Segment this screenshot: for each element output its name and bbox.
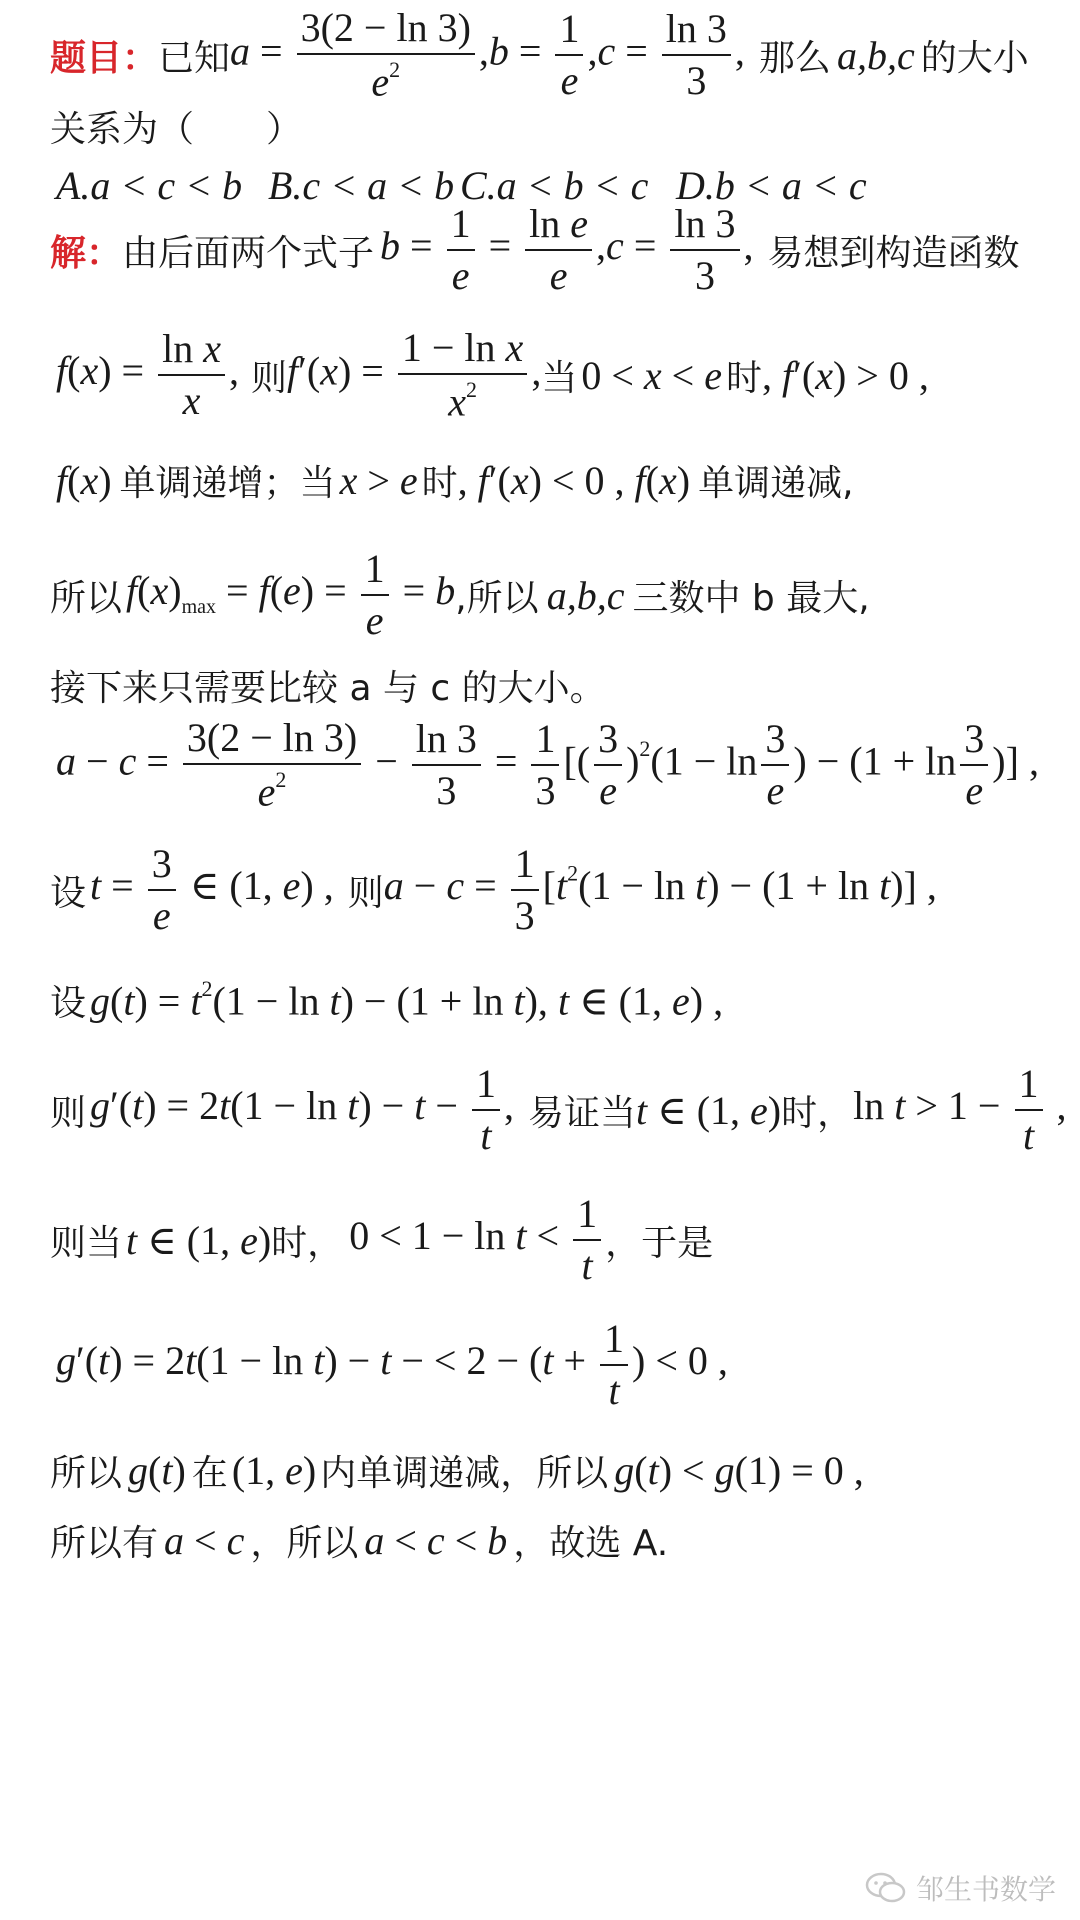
solution-line-3 [0, 450, 1080, 510]
wechat-icon [864, 1870, 908, 1906]
formula-fprime-pos: , f′(x) > 0 , [762, 352, 929, 398]
formula-a-c-t: a − c = $\frac{1}{3}$ $[t^2(1 - \ln t) - (1 + \ln t)]$ , [383, 841, 937, 938]
watermark [864, 1868, 1056, 1908]
text-set-t: 设 [50, 872, 87, 914]
problem-text-relation: 关系为（ ） [50, 108, 303, 150]
text-compare: 接下来只需要比较 a 与 c 的大小。 [50, 667, 606, 709]
formula-bound: 0 < 1 − ln t < $\frac{1}{t}$ [349, 1192, 605, 1288]
formula-ln-ineq: ln t > 1 − $\frac{1}{t}$ , [853, 1061, 1067, 1158]
formula-a-minus-c: a − c = $\frac{3(2 - \ln 3)}{e^2}$ − $\frac{\ln 3}{3}$ = $\frac{1}{3}$ [( $\frac{3}{e}$ )$^2$(1 − ln $\frac{3}{e}$ ) − (1 + ln $\frac{3}{e}$ )] , [56, 714, 1039, 815]
formula-fx-1: f(x) [56, 457, 112, 503]
solution-line-4 [0, 546, 1080, 643]
problem-label: 题目： [50, 37, 159, 79]
solution-line-6 [0, 714, 1080, 815]
formula-fprime-neg: , f′(x) < 0 , f(x) [457, 457, 691, 503]
formula-fmax: $f(x)_{max} = f(e)$ = $\frac{1}{e}$ = b [126, 546, 456, 643]
formula-f-def: f(x) = $\frac{\text{ln x}}{x}$ , [56, 326, 239, 423]
problem-line-2 [0, 96, 1080, 156]
formula-t-in-1: t ∈ (1, e) [635, 1087, 782, 1133]
text-shi-4: 时， [271, 1222, 344, 1264]
solution-line-7 [0, 841, 1080, 938]
text-easy: 易证当 [527, 1092, 636, 1134]
text-then-1: 则 [251, 357, 288, 399]
text-therefore: ，于是 [605, 1222, 714, 1264]
formula-f-prime: f′(x) = $\frac{\text{1 − ln x}}{x^2}$ , [287, 324, 542, 425]
option-d: D.b < a < c [676, 162, 867, 208]
solution-text-1: 由后面两个式子 [122, 232, 375, 274]
watermark-text: 邹生书数学 [915, 1873, 1056, 1906]
text-increasing: 单调递增；当 [119, 462, 336, 504]
text-so-3: 所以 [50, 1452, 123, 1494]
formula-g-prime: g′(t) = 2t(1 − ln t) − t − $\frac{1}{t}$ , [90, 1061, 514, 1158]
text-then-3: 则 [50, 1092, 87, 1134]
text-so-4: 所以有 [50, 1522, 159, 1564]
text-decreasing: 单调递减, [698, 462, 854, 504]
solution-line-2 [0, 324, 1080, 425]
solution-text-2: 易想到构造函数 [767, 232, 1020, 274]
solution-line-8 [0, 970, 1080, 1030]
text-then-2: 则 [347, 872, 384, 914]
text-when-1: 当 [541, 357, 578, 399]
problem-line-1 [0, 4, 1080, 105]
option-b: B.c < a < b [268, 162, 455, 208]
text-shi-3: 时， [781, 1092, 854, 1134]
text-decreasing-2: 内单调递减，所以 [320, 1452, 609, 1494]
formula-interval-1: 0 < x < e [581, 352, 722, 398]
solution-line-12 [0, 1440, 1080, 1500]
text-so-1: 所以 [50, 577, 123, 619]
problem-vars: a,b,c [836, 32, 915, 78]
solution-line-10 [0, 1191, 1080, 1288]
formula-x-gt-e: x > e [339, 457, 418, 503]
solution-line-13 [0, 1510, 1080, 1570]
solution-line-5 [0, 655, 1080, 715]
formula-final-order: a < c < b [364, 1517, 508, 1563]
text-shi-1: 时 [725, 357, 762, 399]
formula-abc: a,b,c [546, 572, 625, 618]
formula-interval-2: (1, e) [231, 1447, 317, 1493]
text-shi-2: 时 [421, 462, 458, 504]
formula-g-prime-neg: g′(t) = 2t(1 − ln t) − t − < 2 − (t + $\frac{1}{t}$ ) < 0 , [56, 1316, 728, 1413]
text-so-2: ,所以 [455, 577, 539, 619]
formula-g-lt-g1: g(t) < g(1) = 0 , [614, 1447, 864, 1493]
text-in: 在 [191, 1452, 228, 1494]
text-so-5: ，所以 [250, 1522, 359, 1564]
option-c: C.a < b < c [460, 162, 649, 208]
text-set-g: 设 [50, 982, 87, 1024]
formula-t-def: t = $\frac{3}{e}$ ∈ (1, e) , [90, 841, 334, 938]
solution-line-9 [0, 1061, 1080, 1158]
option-a: A.a < c < b [56, 162, 243, 208]
formula-a-def: a = $\frac{3(2 - \ln 3)}{e^2}$ ,b = $\frac{1}{e}$ ,c = $\frac{\ln 3}{3}$ , [230, 4, 745, 105]
solution-line-11 [0, 1316, 1080, 1413]
solution-label: 解： [50, 232, 123, 274]
problem-text-size: 的大小 [920, 37, 1029, 79]
formula-g-def: $g(t) = t^2(1 - \ln t) - (1 + \ln t)$, t ∈ (1, e) , [90, 975, 724, 1024]
formula-gt-1: g(t) [128, 1447, 186, 1493]
formula-a-lt-c: a < c [164, 1517, 245, 1563]
problem-text-known: 已知 [158, 37, 231, 79]
problem-text-then: 那么 [758, 37, 831, 79]
text-then-when: 则当 [50, 1222, 123, 1264]
solution-line-1 [0, 201, 1080, 298]
formula-b-c: b = $\frac{1}{e}$ = $\frac{\text{ln e}}{e}$ ,c = $\frac{\ln 3}{3}$ , [380, 201, 754, 298]
formula-t-in-2: t ∈ (1, e) [126, 1217, 272, 1263]
text-b-max: 三数中 b 最大, [632, 577, 870, 619]
text-answer: ，故选 A. [513, 1522, 669, 1564]
